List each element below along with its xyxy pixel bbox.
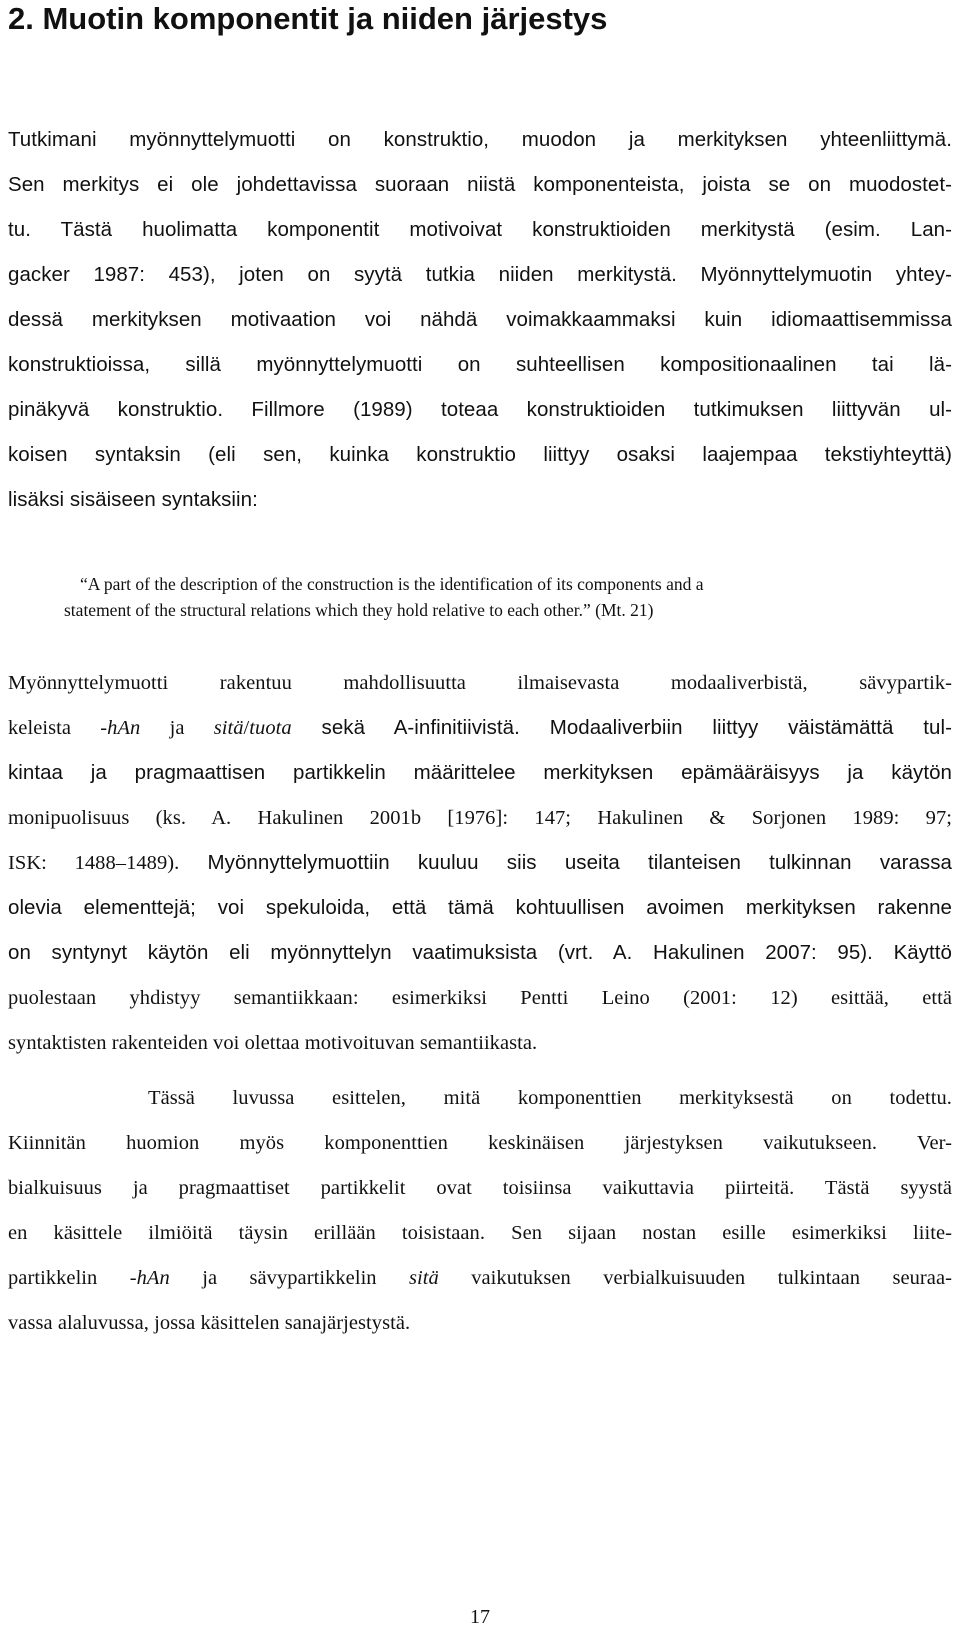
quote-line: “A part of the description of the construction is the identification of its components and a — [80, 574, 704, 594]
text-line: Tässä luvussa esittelen, mitä komponenttien merkityksestä on todettu. — [148, 1087, 952, 1109]
text-line: gacker 1987: 453), joten on syytä tutkia niiden merkitystä. Myönnyttelymuotin yhtey- — [8, 263, 952, 286]
text-line: partikkelin -hAn ja sävypartikkelin sitä vaikutuksen verbialkuisuuden tulkintaan seuraa- — [8, 1267, 952, 1289]
text-line: vassa alaluvussa, jossa käsittelen sanajärjestystä. — [8, 1312, 411, 1334]
text-line: koisen syntaksin (eli sen, kuinka konstruktio liittyy osaksi laajempaa tekstiyhteyttä) — [8, 443, 952, 466]
text-line: puolestaan yhdistyy semantiikkaan: esimerkiksi Pentti Leino (2001: 12) esittää, että — [8, 987, 952, 1009]
text-line: ISK: 1488–1489). Myönnyttelymuottiin kuuluu siis useita tilanteisen tulkinnan varassa — [8, 851, 952, 874]
text-line: monipuolisuus (ks. A. Hakulinen 2001b [1976]: 147; Hakulinen & Sorjonen 1989: 97; — [8, 807, 952, 829]
quote-line: statement of the structural relations which they hold relative to each other.” (Mt. 21) — [64, 600, 654, 620]
text-line: on syntynyt käytön eli myönnyttelyn vaatimuksista (vrt. A. Hakulinen 2007: 95). Käyttö — [8, 941, 952, 964]
text-line: keleista -hAn ja sitä/tuota sekä A-infinitiivistä. Modaaliverbiin liittyy väistämättä tul- — [8, 716, 952, 739]
text-line: syntaktisten rakenteiden voi olettaa motivoituvan semantiikasta. — [8, 1032, 538, 1054]
text-line: Tutkimani myönnyttelymuotti on konstruktio, muodon ja merkityksen yhteenliittymä. — [8, 128, 952, 151]
text-line: konstruktioissa, sillä myönnyttelymuotti on suhteellisen kompositionaalinen tai lä- — [8, 353, 952, 376]
text-line: Sen merkitys ei ole johdettavissa suoraan niistä komponenteista, joista se on muodostet- — [8, 173, 952, 196]
text-line: dessä merkityksen motivaation voi nähdä voimakkaammaksi kuin idiomaattisemmissa — [8, 308, 952, 331]
text-line: Kiinnitän huomion myös komponenttien keskinäisen järjestyksen vaikutukseen. Ver- — [8, 1132, 952, 1154]
page-title: 2. Muotin komponentit ja niiden järjestys — [8, 1, 608, 36]
text-line: Myönnyttelymuotti rakentuu mahdollisuutta ilmaisevasta modaaliverbistä, sävypartik- — [8, 672, 952, 694]
text-line: pinäkyvä konstruktio. Fillmore (1989) toteaa konstruktioiden tutkimuksen liittyvän ul- — [8, 398, 952, 421]
text-line: olevia elementtejä; voi spekuloida, että tämä kohtuullisen avoimen merkityksen rakenne — [8, 896, 952, 919]
text-line: lisäksi sisäiseen syntaksiin: — [8, 488, 258, 511]
text-line: en käsittele ilmiöitä täysin erillään toisistaan. Sen sijaan nostan esille esimerkiksi liite- — [8, 1222, 952, 1244]
text-line: tu. Tästä huolimatta komponentit motivoivat konstruktioiden merkitystä (esim. Lan- — [8, 218, 952, 241]
text-line: kintaa ja pragmaattisen partikkelin määrittelee merkityksen epämääräisyys ja käytön — [8, 761, 952, 784]
page-number: 17 — [470, 1606, 490, 1628]
text-line: bialkuisuus ja pragmaattiset partikkelit ovat toisiinsa vaikuttavia piirteitä. Tästä syystä — [8, 1177, 952, 1199]
